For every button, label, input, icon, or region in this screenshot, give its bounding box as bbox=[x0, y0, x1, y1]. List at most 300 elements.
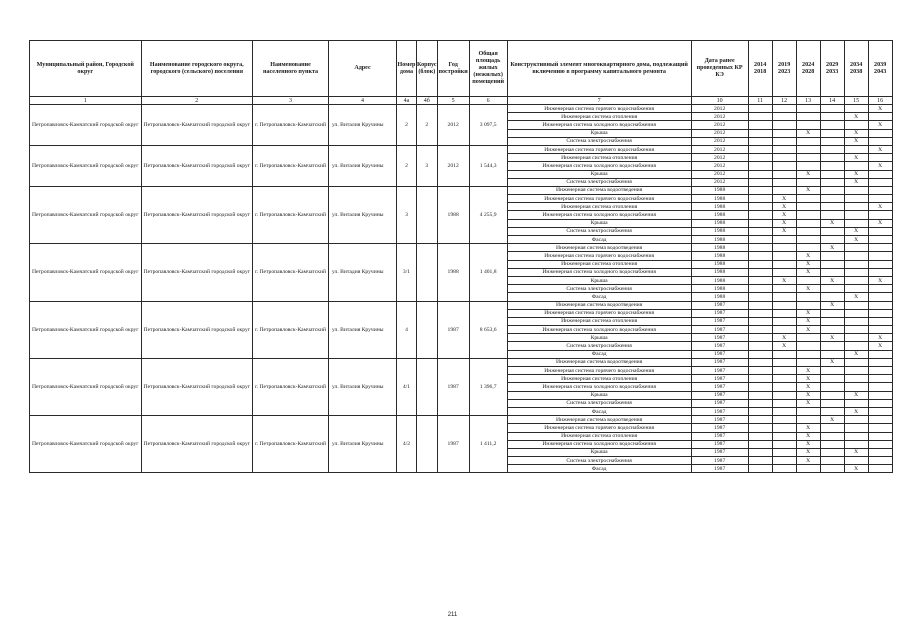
structural-element-cell: Крыша bbox=[507, 448, 691, 456]
period-mark-cell bbox=[844, 440, 868, 448]
period-mark-cell bbox=[772, 129, 796, 137]
previous-repair-date-cell: 2012 bbox=[691, 178, 748, 186]
program-table bbox=[29, 40, 893, 473]
period-mark-cell bbox=[796, 416, 820, 424]
column-number-cell: 14 bbox=[820, 97, 844, 105]
period-mark-cell: X bbox=[844, 407, 868, 415]
period-mark-cell: X bbox=[796, 268, 820, 276]
table-row bbox=[30, 416, 893, 424]
period-mark-cell bbox=[772, 448, 796, 456]
period-mark-cell bbox=[796, 407, 820, 415]
building-block-cell bbox=[417, 358, 438, 415]
period-mark-cell bbox=[796, 293, 820, 301]
period-mark-cell bbox=[820, 342, 844, 350]
period-mark-cell: X bbox=[796, 424, 820, 432]
period-mark-cell bbox=[772, 309, 796, 317]
period-mark-cell bbox=[820, 121, 844, 129]
period-mark-cell bbox=[748, 326, 772, 334]
previous-repair-date-cell: 1987 bbox=[691, 301, 748, 309]
table-row bbox=[30, 105, 893, 113]
structural-element-cell: Инженерная система отопления bbox=[507, 317, 691, 325]
period-mark-cell bbox=[748, 186, 772, 194]
period-mark-cell bbox=[820, 145, 844, 153]
house-number-cell: 2 bbox=[397, 145, 417, 186]
period-mark-cell bbox=[820, 195, 844, 203]
previous-repair-date-cell: 2012 bbox=[691, 105, 748, 113]
period-mark-cell: X bbox=[796, 367, 820, 375]
period-mark-cell bbox=[820, 317, 844, 325]
column-number-cell: 16 bbox=[868, 97, 892, 105]
period-mark-cell bbox=[820, 113, 844, 121]
period-mark-cell bbox=[796, 301, 820, 309]
previous-repair-date-cell: 1988 bbox=[691, 252, 748, 260]
period-mark-cell bbox=[748, 334, 772, 342]
period-mark-cell bbox=[748, 178, 772, 186]
previous-repair-date-cell: 1987 bbox=[691, 317, 748, 325]
structural-element-cell: Инженерная система горячего водоснабжения bbox=[507, 105, 691, 113]
period-mark-cell bbox=[820, 465, 844, 473]
previous-repair-date-cell: 1988 bbox=[691, 260, 748, 268]
build-year-cell: 2012 bbox=[437, 105, 469, 146]
period-mark-cell bbox=[868, 137, 892, 145]
period-mark-cell bbox=[796, 154, 820, 162]
period-mark-cell bbox=[844, 342, 868, 350]
period-mark-cell bbox=[748, 137, 772, 145]
period-mark-cell bbox=[796, 334, 820, 342]
previous-repair-date-cell: 1988 bbox=[691, 211, 748, 219]
floor-area-cell: 4 255,9 bbox=[469, 186, 507, 243]
period-mark-cell bbox=[844, 186, 868, 194]
column-number-cell: 2 bbox=[141, 97, 253, 105]
previous-repair-date-cell: 1987 bbox=[691, 457, 748, 465]
period-mark-cell bbox=[868, 211, 892, 219]
header-god: Год постройки bbox=[437, 41, 469, 97]
house-number-cell: 4/1 bbox=[397, 358, 417, 415]
previous-repair-date-cell: 2012 bbox=[691, 113, 748, 121]
header-period-6: 2039 2043 bbox=[868, 41, 892, 97]
settlement-cell: Петропавловск-Камчатский городской округ bbox=[141, 244, 253, 301]
period-mark-cell bbox=[820, 350, 844, 358]
period-mark-cell bbox=[748, 358, 772, 366]
period-mark-cell bbox=[820, 391, 844, 399]
structural-element-cell: Фасад bbox=[507, 293, 691, 301]
structural-element-cell: Инженерная система отопления bbox=[507, 375, 691, 383]
period-mark-cell bbox=[844, 121, 868, 129]
column-number-cell: 12 bbox=[772, 97, 796, 105]
address-cell: ул. Витадия Кручины bbox=[329, 244, 397, 301]
period-mark-cell bbox=[820, 227, 844, 235]
structural-element-cell: Инженерная система горячего водоснабжения bbox=[507, 195, 691, 203]
period-mark-cell bbox=[772, 391, 796, 399]
column-number-cell: 4б bbox=[417, 97, 438, 105]
period-mark-cell bbox=[772, 285, 796, 293]
header-period-1: 2014 2018 bbox=[748, 41, 772, 97]
period-mark-cell bbox=[868, 391, 892, 399]
settlement-cell: Петропавловск-Камчатский городской округ bbox=[141, 416, 253, 473]
municipality-cell: Петропавловск-Камчатский городской округ bbox=[30, 358, 142, 415]
period-mark-cell: X bbox=[796, 170, 820, 178]
period-mark-cell bbox=[772, 317, 796, 325]
previous-repair-date-cell: 1987 bbox=[691, 358, 748, 366]
previous-repair-date-cell: 1987 bbox=[691, 424, 748, 432]
period-mark-cell: X bbox=[820, 358, 844, 366]
header-period-4: 2029 2033 bbox=[820, 41, 844, 97]
period-mark-cell bbox=[772, 252, 796, 260]
period-mark-cell bbox=[748, 407, 772, 415]
period-mark-cell: X bbox=[868, 276, 892, 284]
previous-repair-date-cell: 2012 bbox=[691, 154, 748, 162]
period-mark-cell bbox=[748, 145, 772, 153]
header-data-kr: Дата ранее проведенных КР КЭ bbox=[691, 41, 748, 97]
column-number-cell: 7 bbox=[507, 97, 691, 105]
period-mark-cell bbox=[796, 219, 820, 227]
period-mark-cell bbox=[748, 301, 772, 309]
period-mark-cell bbox=[844, 317, 868, 325]
period-mark-cell bbox=[868, 227, 892, 235]
period-mark-cell bbox=[820, 375, 844, 383]
period-mark-cell bbox=[748, 105, 772, 113]
period-mark-cell: X bbox=[796, 186, 820, 194]
period-mark-cell bbox=[868, 252, 892, 260]
period-mark-cell bbox=[820, 448, 844, 456]
structural-element-cell: Инженерная система отопления bbox=[507, 203, 691, 211]
period-mark-cell bbox=[844, 260, 868, 268]
period-mark-cell bbox=[868, 407, 892, 415]
header-period-2: 2019 2023 bbox=[772, 41, 796, 97]
previous-repair-date-cell: 2012 bbox=[691, 170, 748, 178]
table-row bbox=[30, 358, 893, 366]
period-mark-cell: X bbox=[868, 342, 892, 350]
period-mark-cell: X bbox=[868, 219, 892, 227]
period-mark-cell: X bbox=[820, 301, 844, 309]
period-mark-cell: X bbox=[796, 383, 820, 391]
period-mark-cell bbox=[772, 358, 796, 366]
period-mark-cell bbox=[796, 178, 820, 186]
period-mark-cell bbox=[868, 129, 892, 137]
structural-element-cell: Инженерная система горячего водоснабжения bbox=[507, 252, 691, 260]
previous-repair-date-cell: 1988 bbox=[691, 203, 748, 211]
period-mark-cell bbox=[772, 301, 796, 309]
building-block-cell bbox=[417, 301, 438, 358]
period-mark-cell bbox=[820, 170, 844, 178]
column-number-cell: 1 bbox=[30, 97, 142, 105]
header-nasel: Наименование населенного пункта bbox=[253, 41, 329, 97]
period-mark-cell bbox=[868, 383, 892, 391]
period-mark-cell bbox=[868, 326, 892, 334]
structural-element-cell: Крыша bbox=[507, 219, 691, 227]
period-mark-cell: X bbox=[796, 448, 820, 456]
period-mark-cell bbox=[772, 260, 796, 268]
period-mark-cell bbox=[820, 457, 844, 465]
period-mark-cell bbox=[844, 358, 868, 366]
table-body bbox=[30, 105, 893, 473]
period-mark-cell bbox=[844, 211, 868, 219]
period-mark-cell bbox=[748, 350, 772, 358]
structural-element-cell: Инженерная система отопления bbox=[507, 154, 691, 162]
period-mark-cell bbox=[772, 465, 796, 473]
period-mark-cell bbox=[868, 424, 892, 432]
previous-repair-date-cell: 1987 bbox=[691, 383, 748, 391]
period-mark-cell bbox=[748, 252, 772, 260]
structural-element-cell: Инженерная система горячего водоснабжения bbox=[507, 309, 691, 317]
period-mark-cell bbox=[820, 383, 844, 391]
period-mark-cell bbox=[748, 244, 772, 252]
period-mark-cell bbox=[868, 350, 892, 358]
period-mark-cell bbox=[844, 424, 868, 432]
period-mark-cell bbox=[748, 383, 772, 391]
build-year-cell: 1987 bbox=[437, 358, 469, 415]
period-mark-cell bbox=[844, 105, 868, 113]
municipality-cell: Петропавловск-Камчатский городской округ bbox=[30, 105, 142, 146]
period-mark-cell bbox=[844, 383, 868, 391]
period-mark-cell bbox=[796, 276, 820, 284]
address-cell: ул. Виталия Кручины bbox=[329, 186, 397, 243]
previous-repair-date-cell: 1987 bbox=[691, 334, 748, 342]
period-mark-cell bbox=[748, 342, 772, 350]
structural-element-cell: Инженерная система холодного водоснабжения bbox=[507, 268, 691, 276]
period-mark-cell bbox=[772, 178, 796, 186]
structural-element-cell: Инженерная система отопления bbox=[507, 260, 691, 268]
period-mark-cell bbox=[772, 326, 796, 334]
period-mark-cell bbox=[748, 391, 772, 399]
period-mark-cell: X bbox=[772, 219, 796, 227]
previous-repair-date-cell: 2012 bbox=[691, 137, 748, 145]
structural-element-cell: Система электроснабжения bbox=[507, 137, 691, 145]
period-mark-cell bbox=[772, 432, 796, 440]
period-mark-cell bbox=[820, 211, 844, 219]
period-mark-cell: X bbox=[844, 227, 868, 235]
header-period-5: 2034 2038 bbox=[844, 41, 868, 97]
previous-repair-date-cell: 1987 bbox=[691, 416, 748, 424]
structural-element-cell: Инженерная система холодного водоснабжения bbox=[507, 121, 691, 129]
period-mark-cell bbox=[820, 137, 844, 145]
period-mark-cell bbox=[820, 186, 844, 194]
period-mark-cell bbox=[844, 145, 868, 153]
period-mark-cell bbox=[796, 342, 820, 350]
period-mark-cell bbox=[796, 105, 820, 113]
period-mark-cell bbox=[748, 367, 772, 375]
period-mark-cell bbox=[796, 465, 820, 473]
period-mark-cell: X bbox=[796, 317, 820, 325]
period-mark-cell: X bbox=[844, 448, 868, 456]
program-table-sheet bbox=[29, 40, 893, 473]
structural-element-cell: Крыша bbox=[507, 276, 691, 284]
period-mark-cell: X bbox=[796, 440, 820, 448]
period-mark-cell bbox=[844, 162, 868, 170]
column-number-cell: 6 bbox=[469, 97, 507, 105]
period-mark-cell bbox=[820, 424, 844, 432]
period-mark-cell bbox=[796, 236, 820, 244]
structural-element-cell: Система электроснабжения bbox=[507, 457, 691, 465]
period-mark-cell bbox=[796, 145, 820, 153]
period-mark-cell bbox=[868, 293, 892, 301]
period-mark-cell: X bbox=[820, 276, 844, 284]
period-mark-cell bbox=[820, 203, 844, 211]
period-mark-cell bbox=[796, 113, 820, 121]
period-mark-cell: X bbox=[868, 145, 892, 153]
period-mark-cell bbox=[748, 203, 772, 211]
structural-element-cell: Инженерная система холодного водоснабжения bbox=[507, 440, 691, 448]
previous-repair-date-cell: 1987 bbox=[691, 367, 748, 375]
settlement-cell: Петропавловск-Камчатский городской округ bbox=[141, 105, 253, 146]
build-year-cell: 2012 bbox=[437, 145, 469, 186]
period-mark-cell bbox=[772, 440, 796, 448]
structural-element-cell: Инженерная система водоотведения bbox=[507, 416, 691, 424]
period-mark-cell bbox=[868, 432, 892, 440]
period-mark-cell: X bbox=[844, 293, 868, 301]
period-mark-cell bbox=[868, 457, 892, 465]
period-mark-cell: X bbox=[820, 416, 844, 424]
period-mark-cell: X bbox=[796, 457, 820, 465]
period-mark-cell bbox=[772, 350, 796, 358]
period-mark-cell bbox=[748, 465, 772, 473]
period-mark-cell bbox=[868, 399, 892, 407]
period-mark-cell: X bbox=[772, 203, 796, 211]
period-mark-cell bbox=[748, 260, 772, 268]
period-mark-cell bbox=[748, 375, 772, 383]
structural-element-cell: Система электроснабжения bbox=[507, 285, 691, 293]
period-mark-cell bbox=[820, 293, 844, 301]
building-block-cell: 2 bbox=[417, 105, 438, 146]
period-mark-cell: X bbox=[772, 334, 796, 342]
previous-repair-date-cell: 1988 bbox=[691, 293, 748, 301]
period-mark-cell bbox=[844, 301, 868, 309]
column-number-cell: 10 bbox=[691, 97, 748, 105]
structural-element-cell: Система электроснабжения bbox=[507, 178, 691, 186]
locality-cell: г. Петропавловск-Камчатский bbox=[253, 416, 329, 473]
period-mark-cell bbox=[844, 457, 868, 465]
period-mark-cell bbox=[772, 416, 796, 424]
period-mark-cell: X bbox=[772, 227, 796, 235]
period-mark-cell: X bbox=[868, 121, 892, 129]
period-mark-cell: X bbox=[820, 219, 844, 227]
locality-cell: г. Петропавловск-Камчатский bbox=[253, 244, 329, 301]
previous-repair-date-cell: 2012 bbox=[691, 145, 748, 153]
previous-repair-date-cell: 1987 bbox=[691, 391, 748, 399]
period-mark-cell bbox=[820, 236, 844, 244]
period-mark-cell bbox=[820, 367, 844, 375]
settlement-cell: Петропавловск-Камчатский городской округ bbox=[141, 301, 253, 358]
structural-element-cell: Фасад bbox=[507, 465, 691, 473]
house-number-cell: 2 bbox=[397, 105, 417, 146]
settlement-cell: Петропавловск-Камчатский городской округ bbox=[141, 145, 253, 186]
period-mark-cell bbox=[796, 203, 820, 211]
structural-element-cell: Инженерная система холодного водоснабжения bbox=[507, 162, 691, 170]
period-mark-cell bbox=[748, 113, 772, 121]
period-mark-cell bbox=[868, 317, 892, 325]
address-cell: ул. Виталия Кручины bbox=[329, 358, 397, 415]
table-row bbox=[30, 186, 893, 194]
floor-area-cell: 1 544,3 bbox=[469, 145, 507, 186]
settlement-cell: Петропавловск-Камчатский городской округ bbox=[141, 358, 253, 415]
period-mark-cell: X bbox=[772, 276, 796, 284]
period-mark-cell: X bbox=[844, 236, 868, 244]
floor-area-cell: 8 653,6 bbox=[469, 301, 507, 358]
municipality-cell: Петропавловск-Камчатский городской округ bbox=[30, 186, 142, 243]
structural-element-cell: Крыша bbox=[507, 129, 691, 137]
period-mark-cell bbox=[820, 407, 844, 415]
period-mark-cell bbox=[844, 195, 868, 203]
period-mark-cell bbox=[820, 252, 844, 260]
table-row bbox=[30, 244, 893, 252]
period-mark-cell bbox=[820, 440, 844, 448]
column-number-cell: 13 bbox=[796, 97, 820, 105]
column-number-cell: 15 bbox=[844, 97, 868, 105]
build-year-cell: 1988 bbox=[437, 186, 469, 243]
build-year-cell: 1987 bbox=[437, 416, 469, 473]
locality-cell: г. Петропавловск-Камчатский bbox=[253, 301, 329, 358]
period-mark-cell bbox=[796, 121, 820, 129]
address-cell: ул. Виталия Кручины bbox=[329, 301, 397, 358]
previous-repair-date-cell: 1988 bbox=[691, 276, 748, 284]
period-mark-cell: X bbox=[868, 105, 892, 113]
period-mark-cell bbox=[796, 137, 820, 145]
structural-element-cell: Инженерная система отопления bbox=[507, 432, 691, 440]
house-number-cell: 4 bbox=[397, 301, 417, 358]
building-block-cell bbox=[417, 186, 438, 243]
period-mark-cell bbox=[844, 367, 868, 375]
period-mark-cell bbox=[748, 293, 772, 301]
period-mark-cell bbox=[748, 211, 772, 219]
period-mark-cell bbox=[844, 276, 868, 284]
period-mark-cell bbox=[796, 244, 820, 252]
period-mark-cell bbox=[868, 260, 892, 268]
period-mark-cell bbox=[772, 162, 796, 170]
period-mark-cell: X bbox=[844, 154, 868, 162]
period-mark-cell: X bbox=[844, 465, 868, 473]
period-mark-cell bbox=[868, 236, 892, 244]
header-korpus: Корпус (блок) bbox=[417, 41, 438, 97]
municipality-cell: Петропавловск-Камчатский городской округ bbox=[30, 145, 142, 186]
period-mark-cell bbox=[868, 113, 892, 121]
period-mark-cell bbox=[748, 195, 772, 203]
previous-repair-date-cell: 1987 bbox=[691, 465, 748, 473]
previous-repair-date-cell: 1988 bbox=[691, 195, 748, 203]
previous-repair-date-cell: 2012 bbox=[691, 162, 748, 170]
period-mark-cell bbox=[868, 154, 892, 162]
period-mark-cell: X bbox=[844, 129, 868, 137]
period-mark-cell bbox=[820, 326, 844, 334]
period-mark-cell bbox=[772, 367, 796, 375]
structural-element-cell: Фасад bbox=[507, 236, 691, 244]
period-mark-cell bbox=[820, 129, 844, 137]
period-mark-cell bbox=[868, 186, 892, 194]
period-mark-cell bbox=[868, 170, 892, 178]
floor-area-cell: 1 411,2 bbox=[469, 416, 507, 473]
structural-element-cell: Фасад bbox=[507, 350, 691, 358]
period-mark-cell: X bbox=[796, 252, 820, 260]
period-mark-cell bbox=[844, 375, 868, 383]
previous-repair-date-cell: 1988 bbox=[691, 219, 748, 227]
build-year-cell: 1987 bbox=[437, 301, 469, 358]
previous-repair-date-cell: 1988 bbox=[691, 244, 748, 252]
period-mark-cell: X bbox=[868, 162, 892, 170]
locality-cell: г. Петропавловск-Камчатский bbox=[253, 145, 329, 186]
period-mark-cell bbox=[748, 268, 772, 276]
period-mark-cell bbox=[748, 424, 772, 432]
period-mark-cell bbox=[820, 260, 844, 268]
structural-element-cell: Инженерная система холодного водоснабжения bbox=[507, 326, 691, 334]
floor-area-cell: 3 097,5 bbox=[469, 105, 507, 146]
period-mark-cell bbox=[772, 457, 796, 465]
column-number-cell: 3 bbox=[253, 97, 329, 105]
period-mark-cell bbox=[820, 432, 844, 440]
period-mark-cell: X bbox=[820, 334, 844, 342]
period-mark-cell bbox=[796, 195, 820, 203]
period-mark-cell bbox=[772, 244, 796, 252]
period-mark-cell bbox=[868, 465, 892, 473]
period-mark-cell: X bbox=[772, 342, 796, 350]
